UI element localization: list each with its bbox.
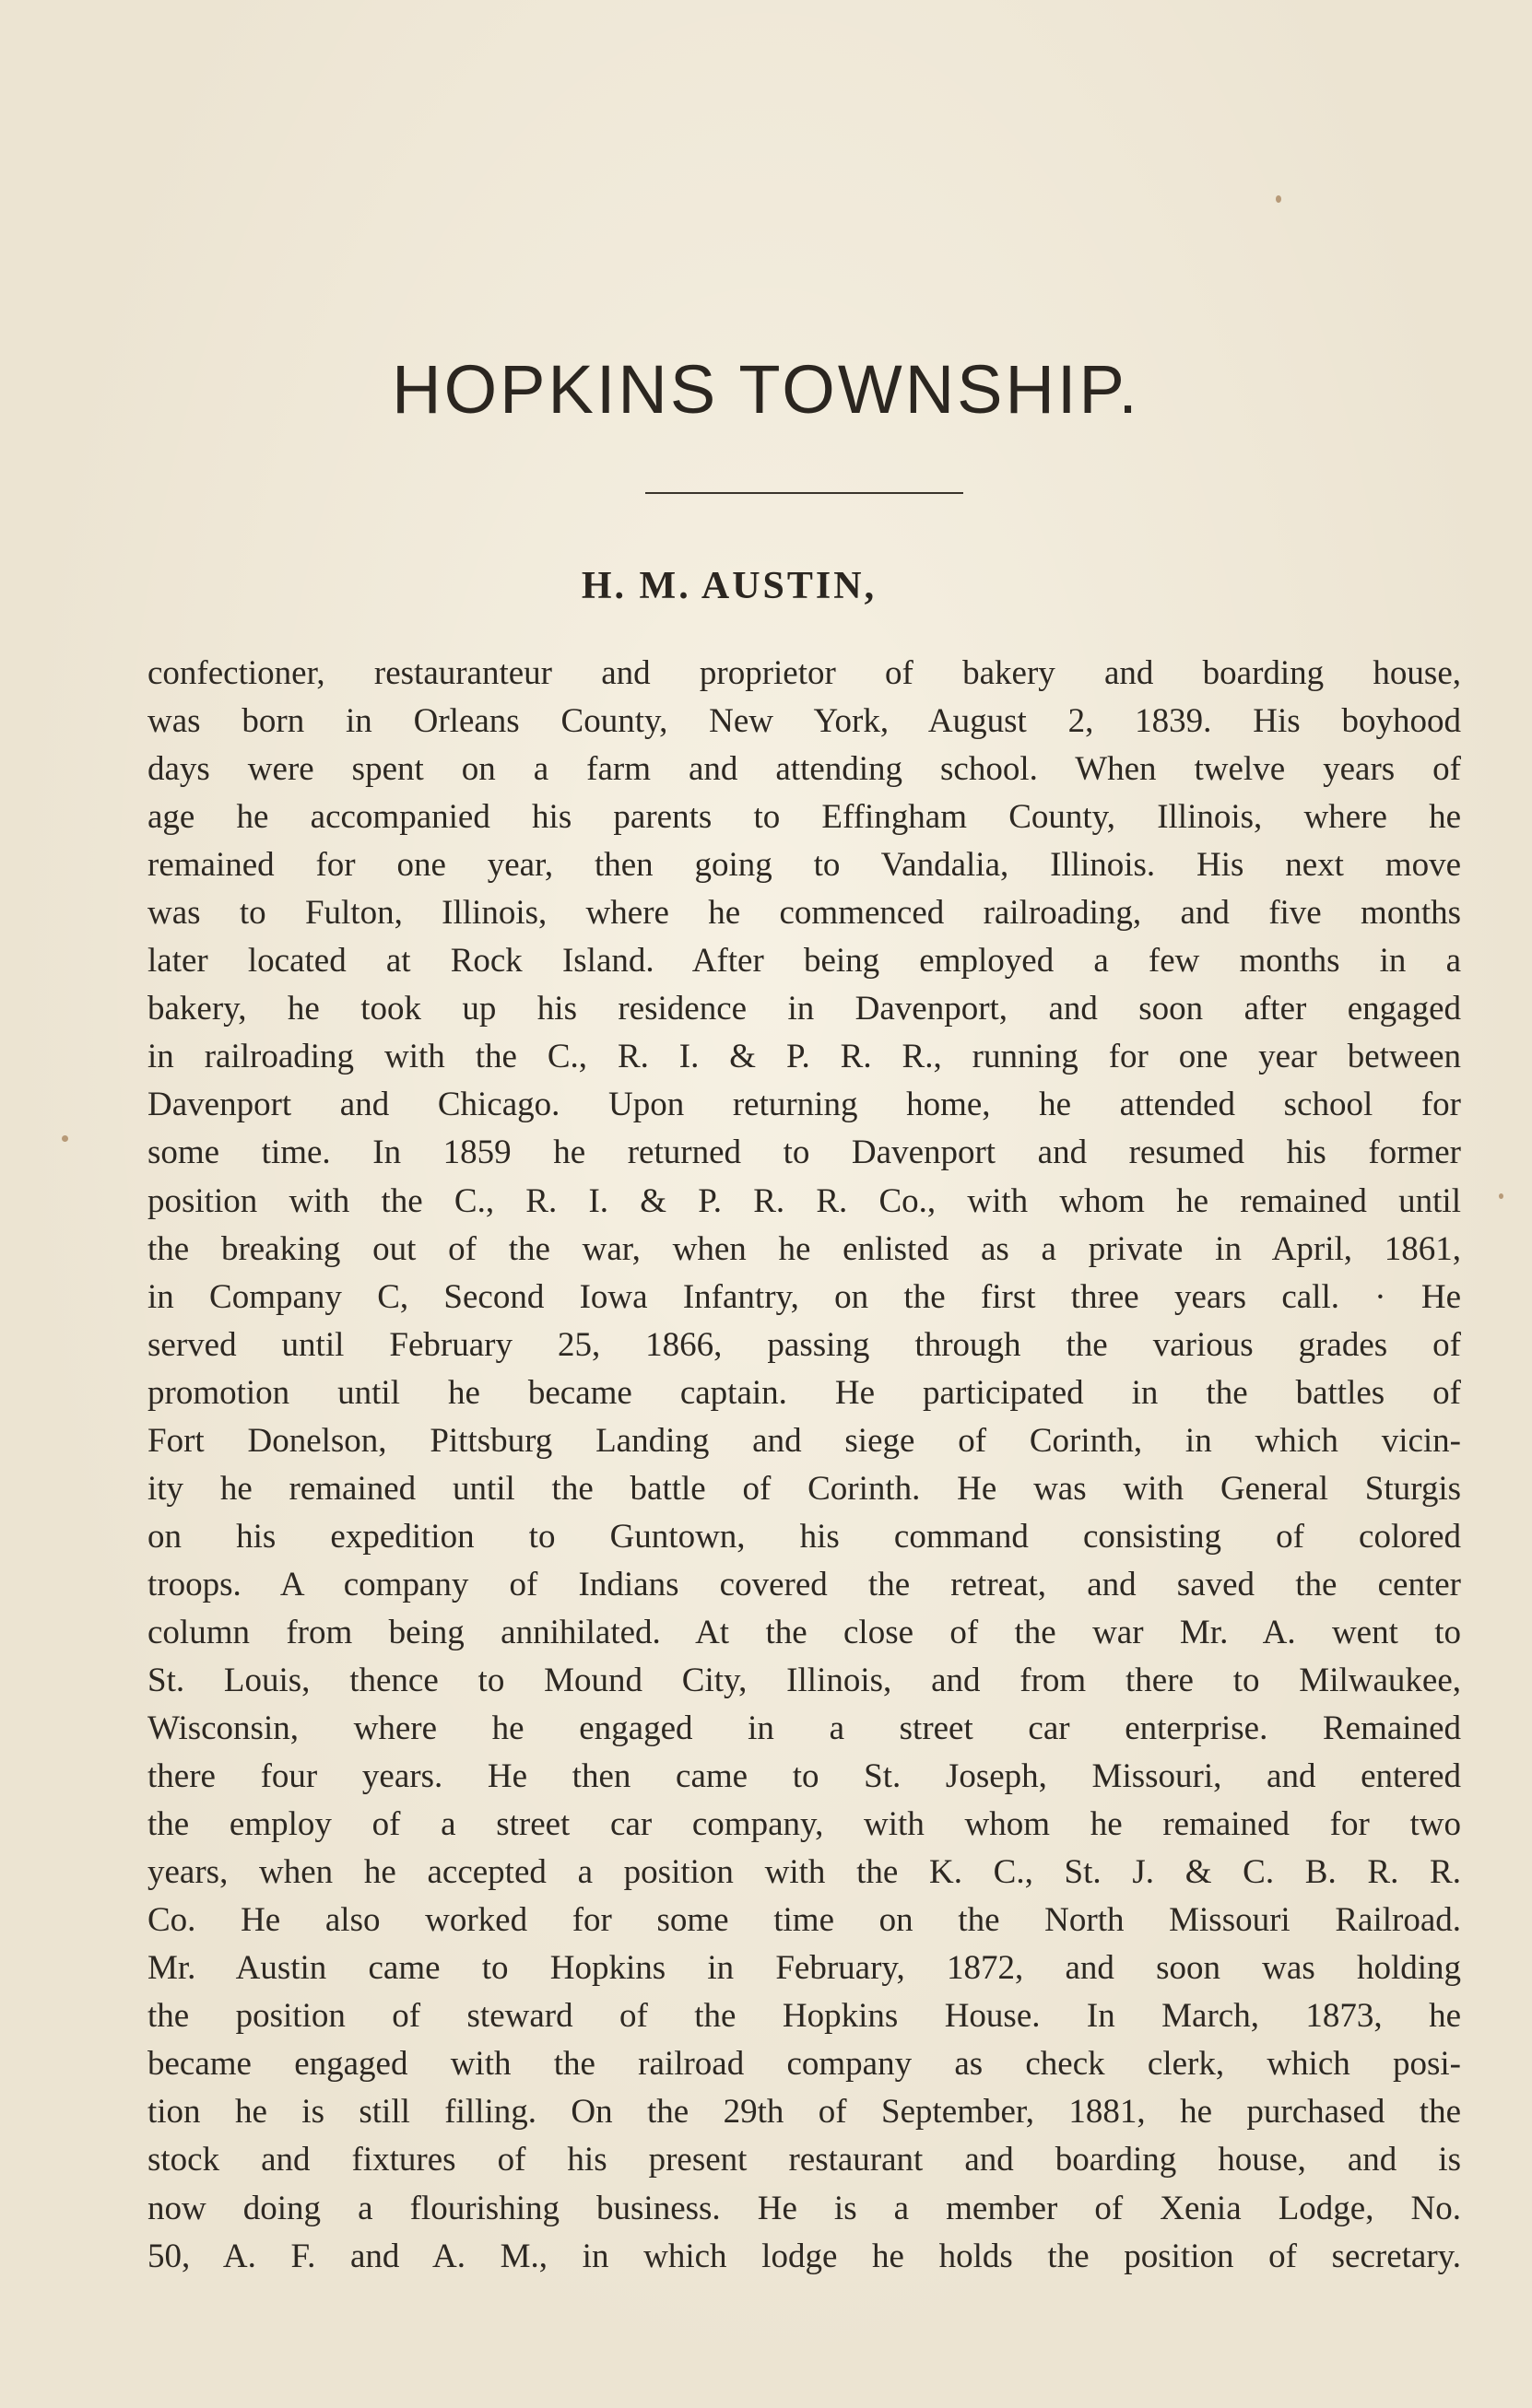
biography-line: promotion until he became captain. He participated in the battles of xyxy=(147,1373,1461,1412)
biography-line: became engaged with the railroad company as check clerk, which posi- xyxy=(147,2045,1461,2084)
biography-text xyxy=(147,650,1461,2281)
biography-line: was to Fulton, Illinois, where he commenced railroading, and five months xyxy=(147,894,1461,933)
biography-line: Davenport and Chicago. Upon returning home, he attended school for xyxy=(147,1086,1461,1124)
biography-line: remained for one year, then going to Vandalia, Illinois. His next move xyxy=(147,846,1461,885)
biography-line: in Company C, Second Iowa Infantry, on the first three years call. · He xyxy=(147,1277,1461,1316)
paper-speck xyxy=(1499,1193,1503,1199)
biography-line: now doing a flourishing business. He is a member of Xenia Lodge, No. xyxy=(147,2189,1461,2227)
biography-line: Fort Donelson, Pittsburg Landing and siege of Corinth, in which vicin- xyxy=(147,1421,1461,1460)
biography-line: the position of steward of the Hopkins House. In March, 1873, he xyxy=(147,1997,1461,2036)
subject-name-heading: H. M. AUSTIN, xyxy=(581,565,878,607)
biography-line: St. Louis, thence to Mound City, Illinois, and from there to Milwaukee, xyxy=(147,1661,1461,1699)
biography-line: troops. A company of Indians covered the retreat, and saved the center xyxy=(147,1565,1461,1603)
biography-line: confectioner, restauranteur and proprietor of bakery and boarding house, xyxy=(147,654,1461,692)
paper-speck xyxy=(62,1135,68,1142)
chapter-title: HOPKINS TOWNSHIP. xyxy=(392,351,1140,428)
paper-speck xyxy=(1276,195,1281,203)
biography-line: days were spent on a farm and attending school. When twelve years of xyxy=(147,750,1461,789)
biography-line: Wisconsin, where he engaged in a street car enterprise. Remained xyxy=(147,1709,1461,1748)
biography-line: 50, A. F. and A. M., in which lodge he holds the position of secretary. xyxy=(147,2237,1461,2275)
biography-line: years, when he accepted a position with the K. C., St. J. & C. B. R. R. xyxy=(147,1853,1461,1892)
biography-line: position with the C., R. I. & P. R. R. Co., with whom he remained until xyxy=(147,1181,1461,1220)
biography-line: stock and fixtures of his present restaurant and boarding house, and is xyxy=(147,2141,1461,2179)
biography-line: ity he remained until the battle of Corinth. He was with General Sturgis xyxy=(147,1469,1461,1508)
biography-line: the employ of a street car company, with whom he remained for two xyxy=(147,1805,1461,1844)
biography-line: on his expedition to Guntown, his command consisting of colored xyxy=(147,1517,1461,1556)
biography-line: Mr. Austin came to Hopkins in February, 1872, and soon was holding xyxy=(147,1949,1461,1988)
biography-line: was born in Orleans County, New York, August 2, 1839. His boyhood xyxy=(147,702,1461,741)
biography-line: in railroading with the C., R. I. & P. R. R., running for one year between xyxy=(147,1038,1461,1076)
biography-line: some time. In 1859 he returned to Davenport and resumed his former xyxy=(147,1134,1461,1172)
biography-line: tion he is still filling. On the 29th of September, 1881, he purchased the xyxy=(147,2093,1461,2132)
biography-line: later located at Rock Island. After being employed a few months in a xyxy=(147,942,1461,981)
biography-line: there four years. He then came to St. Joseph, Missouri, and entered xyxy=(147,1757,1461,1796)
biography-line: served until February 25, 1866, passing through the various grades of xyxy=(147,1325,1461,1364)
biography-line: the breaking out of the war, when he enlisted as a private in April, 1861, xyxy=(147,1229,1461,1268)
title-divider xyxy=(645,492,963,494)
biography-line: age he accompanied his parents to Effingham County, Illinois, where he xyxy=(147,798,1461,837)
biography-line: bakery, he took up his residence in Davenport, and soon after engaged xyxy=(147,990,1461,1028)
biography-line: column from being annihilated. At the close of the war Mr. A. went to xyxy=(147,1613,1461,1651)
biography-line: Co. He also worked for some time on the North Missouri Railroad. xyxy=(147,1901,1461,1940)
